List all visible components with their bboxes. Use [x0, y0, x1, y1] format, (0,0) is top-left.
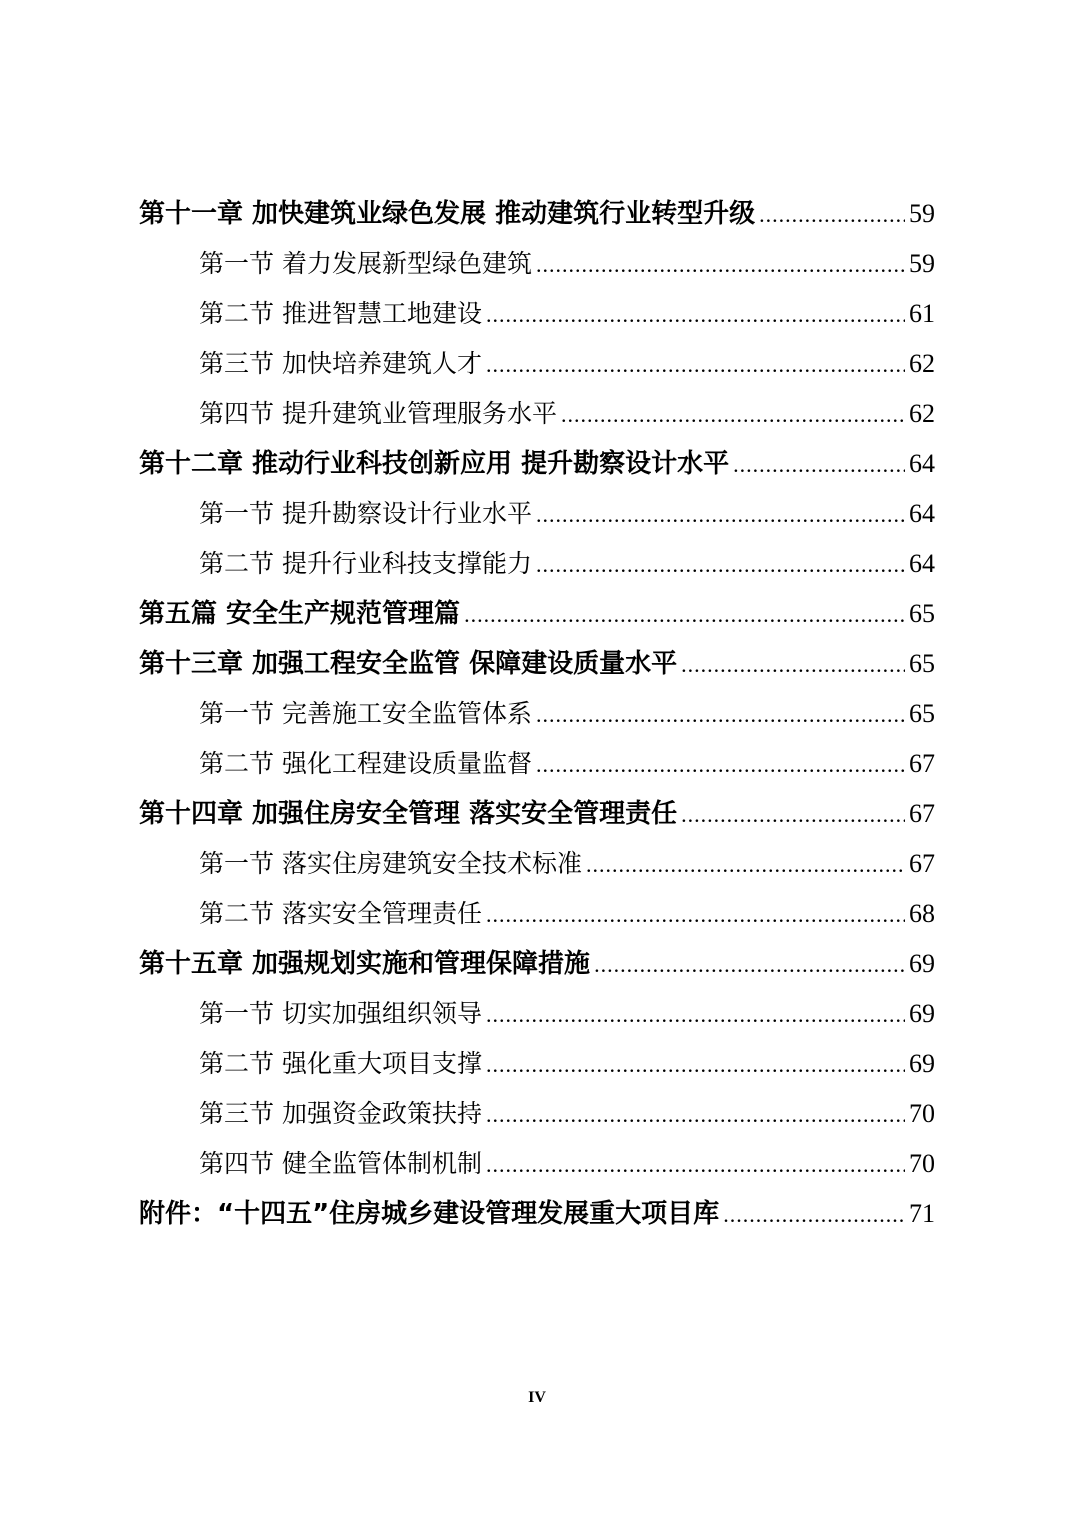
toc-entry-title: 第二节 推进智慧工地建设 — [199, 299, 482, 328]
dot-leader — [486, 890, 905, 940]
toc-entry-page: 64 — [909, 549, 935, 578]
toc-entry-title: 第一节 提升勘察设计行业水平 — [199, 499, 532, 528]
dot-leader — [594, 940, 905, 990]
toc-entry[interactable] — [139, 539, 935, 589]
toc-entry[interactable] — [139, 1139, 935, 1189]
toc-entry-title: 第三节 加快培养建筑人才 — [199, 349, 482, 378]
toc-entry-title: 第一节 落实住房建筑安全技术标准 — [199, 849, 582, 878]
dot-leader — [536, 740, 905, 790]
toc-entry-page: 67 — [909, 849, 935, 878]
toc-entry-title: 第二节 强化工程建设质量监督 — [199, 749, 532, 778]
toc-entry-title: 第四节 健全监管体制机制 — [199, 1149, 482, 1178]
page-number: IV — [528, 1389, 546, 1406]
toc-entry-page: 68 — [909, 899, 935, 928]
toc-entry-title: 第二节 强化重大项目支撑 — [199, 1049, 482, 1078]
toc-entry-page: 71 — [909, 1199, 935, 1228]
toc-entry[interactable] — [139, 189, 935, 239]
toc-entry[interactable] — [139, 339, 935, 389]
dot-leader — [486, 290, 905, 340]
toc-entry-title: 第一节 切实加强组织领导 — [199, 999, 482, 1028]
toc-entry[interactable] — [139, 989, 935, 1039]
toc-entry-page: 69 — [909, 999, 935, 1028]
toc-entry[interactable] — [139, 839, 935, 889]
dot-leader — [486, 990, 905, 1040]
toc-entry-page: 67 — [909, 749, 935, 778]
dot-leader — [536, 490, 905, 540]
dot-leader — [586, 840, 905, 890]
toc-entry-page: 62 — [909, 349, 935, 378]
dot-leader — [536, 690, 905, 740]
toc-entry[interactable] — [139, 1089, 935, 1139]
dot-leader — [486, 1040, 905, 1090]
toc-entry[interactable] — [139, 389, 935, 439]
toc-entry-title: 第一节 完善施工安全监管体系 — [199, 699, 532, 728]
toc-entry-page: 65 — [909, 649, 935, 678]
dot-leader — [681, 790, 905, 840]
toc-entry[interactable] — [139, 739, 935, 789]
dot-leader — [536, 540, 905, 590]
toc-entry-title: 第十一章 加快建筑业绿色发展 推动建筑行业转型升级 — [139, 199, 756, 229]
toc-entry[interactable] — [139, 1189, 935, 1239]
toc-entry-title: 第十二章 推动行业科技创新应用 提升勘察设计水平 — [139, 449, 730, 479]
toc-entry-title: 第三节 加强资金政策扶持 — [199, 1099, 482, 1128]
dot-leader — [561, 390, 905, 440]
toc-entry-title: 附件：“十四五”住房城乡建设管理发展重大项目库 — [139, 1199, 720, 1229]
toc-entry-page: 67 — [909, 799, 935, 828]
dot-leader — [486, 1090, 905, 1140]
toc-entry-title: 第十四章 加强住房安全管理 落实安全管理责任 — [139, 799, 678, 829]
toc-entry-page: 61 — [909, 299, 935, 328]
dot-leader — [464, 590, 905, 640]
toc-entry-title: 第二节 落实安全管理责任 — [199, 899, 482, 928]
dot-leader — [486, 340, 905, 390]
toc-entry-page: 62 — [909, 399, 935, 428]
toc-entry-title: 第二节 提升行业科技支撑能力 — [199, 549, 532, 578]
toc-entry[interactable] — [139, 289, 935, 339]
toc-entry[interactable] — [139, 489, 935, 539]
toc-entry-page: 64 — [909, 499, 935, 528]
toc-entry-page: 70 — [909, 1149, 935, 1178]
dot-leader — [536, 240, 905, 290]
toc-entry[interactable] — [139, 689, 935, 739]
toc-entry[interactable] — [139, 889, 935, 939]
table-of-contents — [139, 189, 935, 1239]
toc-entry[interactable] — [139, 239, 935, 289]
toc-entry-title: 第十三章 加强工程安全监管 保障建设质量水平 — [139, 649, 678, 679]
toc-entry-page: 65 — [909, 699, 935, 728]
toc-entry-title: 第十五章 加强规划实施和管理保障措施 — [139, 949, 591, 979]
toc-entry-page: 69 — [909, 949, 935, 978]
toc-entry-title: 第五篇 安全生产规范管理篇 — [139, 599, 461, 629]
toc-entry-page: 64 — [909, 449, 935, 478]
toc-entry[interactable] — [139, 939, 935, 989]
toc-entry-page: 70 — [909, 1099, 935, 1128]
dot-leader — [723, 1190, 905, 1240]
toc-entry[interactable] — [139, 1039, 935, 1089]
toc-entry[interactable] — [139, 589, 935, 639]
toc-entry-page: 59 — [909, 249, 935, 278]
toc-entry[interactable] — [139, 789, 935, 839]
toc-entry-page: 65 — [909, 599, 935, 628]
toc-entry[interactable] — [139, 439, 935, 489]
toc-entry-page: 59 — [909, 199, 935, 228]
dot-leader — [759, 190, 905, 240]
toc-entry-page: 69 — [909, 1049, 935, 1078]
toc-entry-title: 第一节 着力发展新型绿色建筑 — [199, 249, 532, 278]
toc-entry[interactable] — [139, 639, 935, 689]
dot-leader — [486, 1140, 905, 1190]
toc-entry-title: 第四节 提升建筑业管理服务水平 — [199, 399, 557, 428]
dot-leader — [681, 640, 905, 690]
dot-leader — [733, 440, 905, 490]
